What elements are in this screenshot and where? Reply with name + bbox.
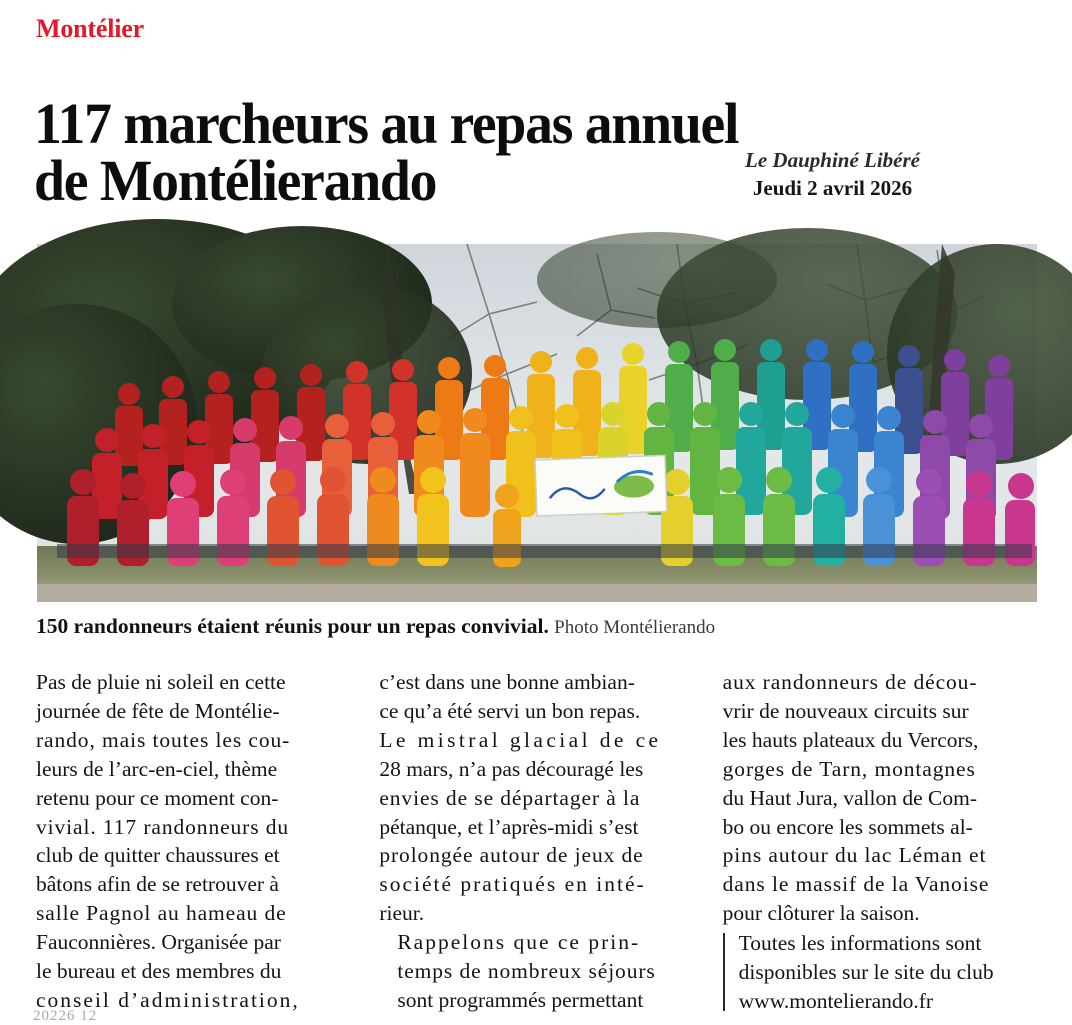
body-line: temps de nombreux séjours: [397, 959, 656, 984]
body-line: conseil d’administration,: [36, 987, 300, 1012]
byline: [745, 148, 920, 201]
body-line: rieur.: [379, 901, 425, 926]
body-line: disponibles sur le site du club: [738, 960, 994, 985]
body-paragraph: [36, 668, 351, 1015]
body-line: 28 mars, n’a pas découragé les: [379, 756, 644, 781]
body-line: retenu pour ce moment con-: [36, 785, 279, 810]
body-line: pétanque, et l’après-midi s’est: [379, 814, 639, 839]
club-website-link[interactable]: www.montelierando.fr: [738, 988, 934, 1013]
publication-date: Jeudi 2 avril 2026: [752, 175, 913, 200]
body-line: prolongée autour de jeux de: [379, 843, 644, 868]
body-line: bâtons afin de se retrouver à: [36, 872, 279, 897]
headline-line-1: 117 marcheurs au repas annuel: [34, 90, 739, 156]
body-line: Pas de pluie ni soleil en cette: [36, 670, 286, 694]
body-line: bo ou encore les sommets al-: [722, 814, 973, 839]
article-photo: [37, 244, 1037, 602]
body-line: club de quitter chaussures et: [36, 843, 280, 868]
body-line: leurs de l’arc-en-ciel, thème: [36, 756, 278, 781]
body-line: du Haut Jura, vallon de Com-: [722, 785, 978, 810]
body-line: journée de fête de Montélie-: [36, 698, 280, 723]
body-line: aux randonneurs de décou-: [722, 670, 978, 694]
body-line: ce qu’a été servi un bon repas.: [379, 698, 641, 723]
body-line: le bureau et des membres du: [36, 959, 282, 984]
body-line: Le mistral glacial de ce: [379, 727, 662, 752]
body-line: rando, mais toutes les cou-: [36, 727, 291, 752]
group-photo-illustration: [37, 244, 1037, 602]
body-line: c’est dans une bonne ambian-: [379, 670, 635, 694]
body-line: salle Pagnol au hameau de: [36, 901, 287, 926]
info-note-block: [723, 929, 1038, 1016]
body-line: gorges de Tarn, montagnes: [722, 756, 976, 781]
body-line: société pratiqués en inté-: [379, 872, 646, 897]
body-column-1: [36, 668, 351, 1012]
photo-credit: Photo Montélierando: [554, 617, 716, 638]
body-line: Toutes les informations sont: [738, 931, 982, 956]
kicker-locality: Montélier: [36, 14, 144, 43]
photo-caption: [36, 614, 1036, 640]
body-paragraph: [739, 929, 1038, 1016]
body-line: pins autour du lac Léman et: [722, 843, 987, 868]
body-line: dans le massif de la Vanoise: [722, 872, 990, 897]
body-paragraph: [379, 668, 694, 928]
body-line: vrir de nouveaux circuits sur: [722, 698, 969, 723]
body-line: Rappelons que ce prin-: [397, 930, 641, 955]
body-line: sont programmés permettant: [397, 987, 644, 1012]
body-line: envies de se départager à la: [379, 785, 641, 810]
body-column-3: [722, 668, 1038, 1013]
caption-text: 150 randonneurs étaient réunis pour un repas convivial.: [36, 614, 549, 638]
body-paragraph: [723, 668, 1038, 928]
body-line: Fauconnières. Organisée par: [36, 930, 281, 955]
footer-slug: 20226 12: [33, 1008, 98, 1024]
headline-line-2: de Montélierando: [34, 148, 437, 214]
body-line: pour clôturer la saison.: [722, 901, 920, 926]
publication-name: Le Dauphiné Libéré: [745, 148, 920, 172]
article-body: [36, 668, 1038, 1013]
body-line: vivial. 117 randonneurs du: [36, 814, 290, 839]
body-paragraph: [379, 928, 694, 1015]
body-column-2: [379, 668, 694, 1012]
body-line: les hauts plateaux du Vercors,: [722, 727, 979, 752]
